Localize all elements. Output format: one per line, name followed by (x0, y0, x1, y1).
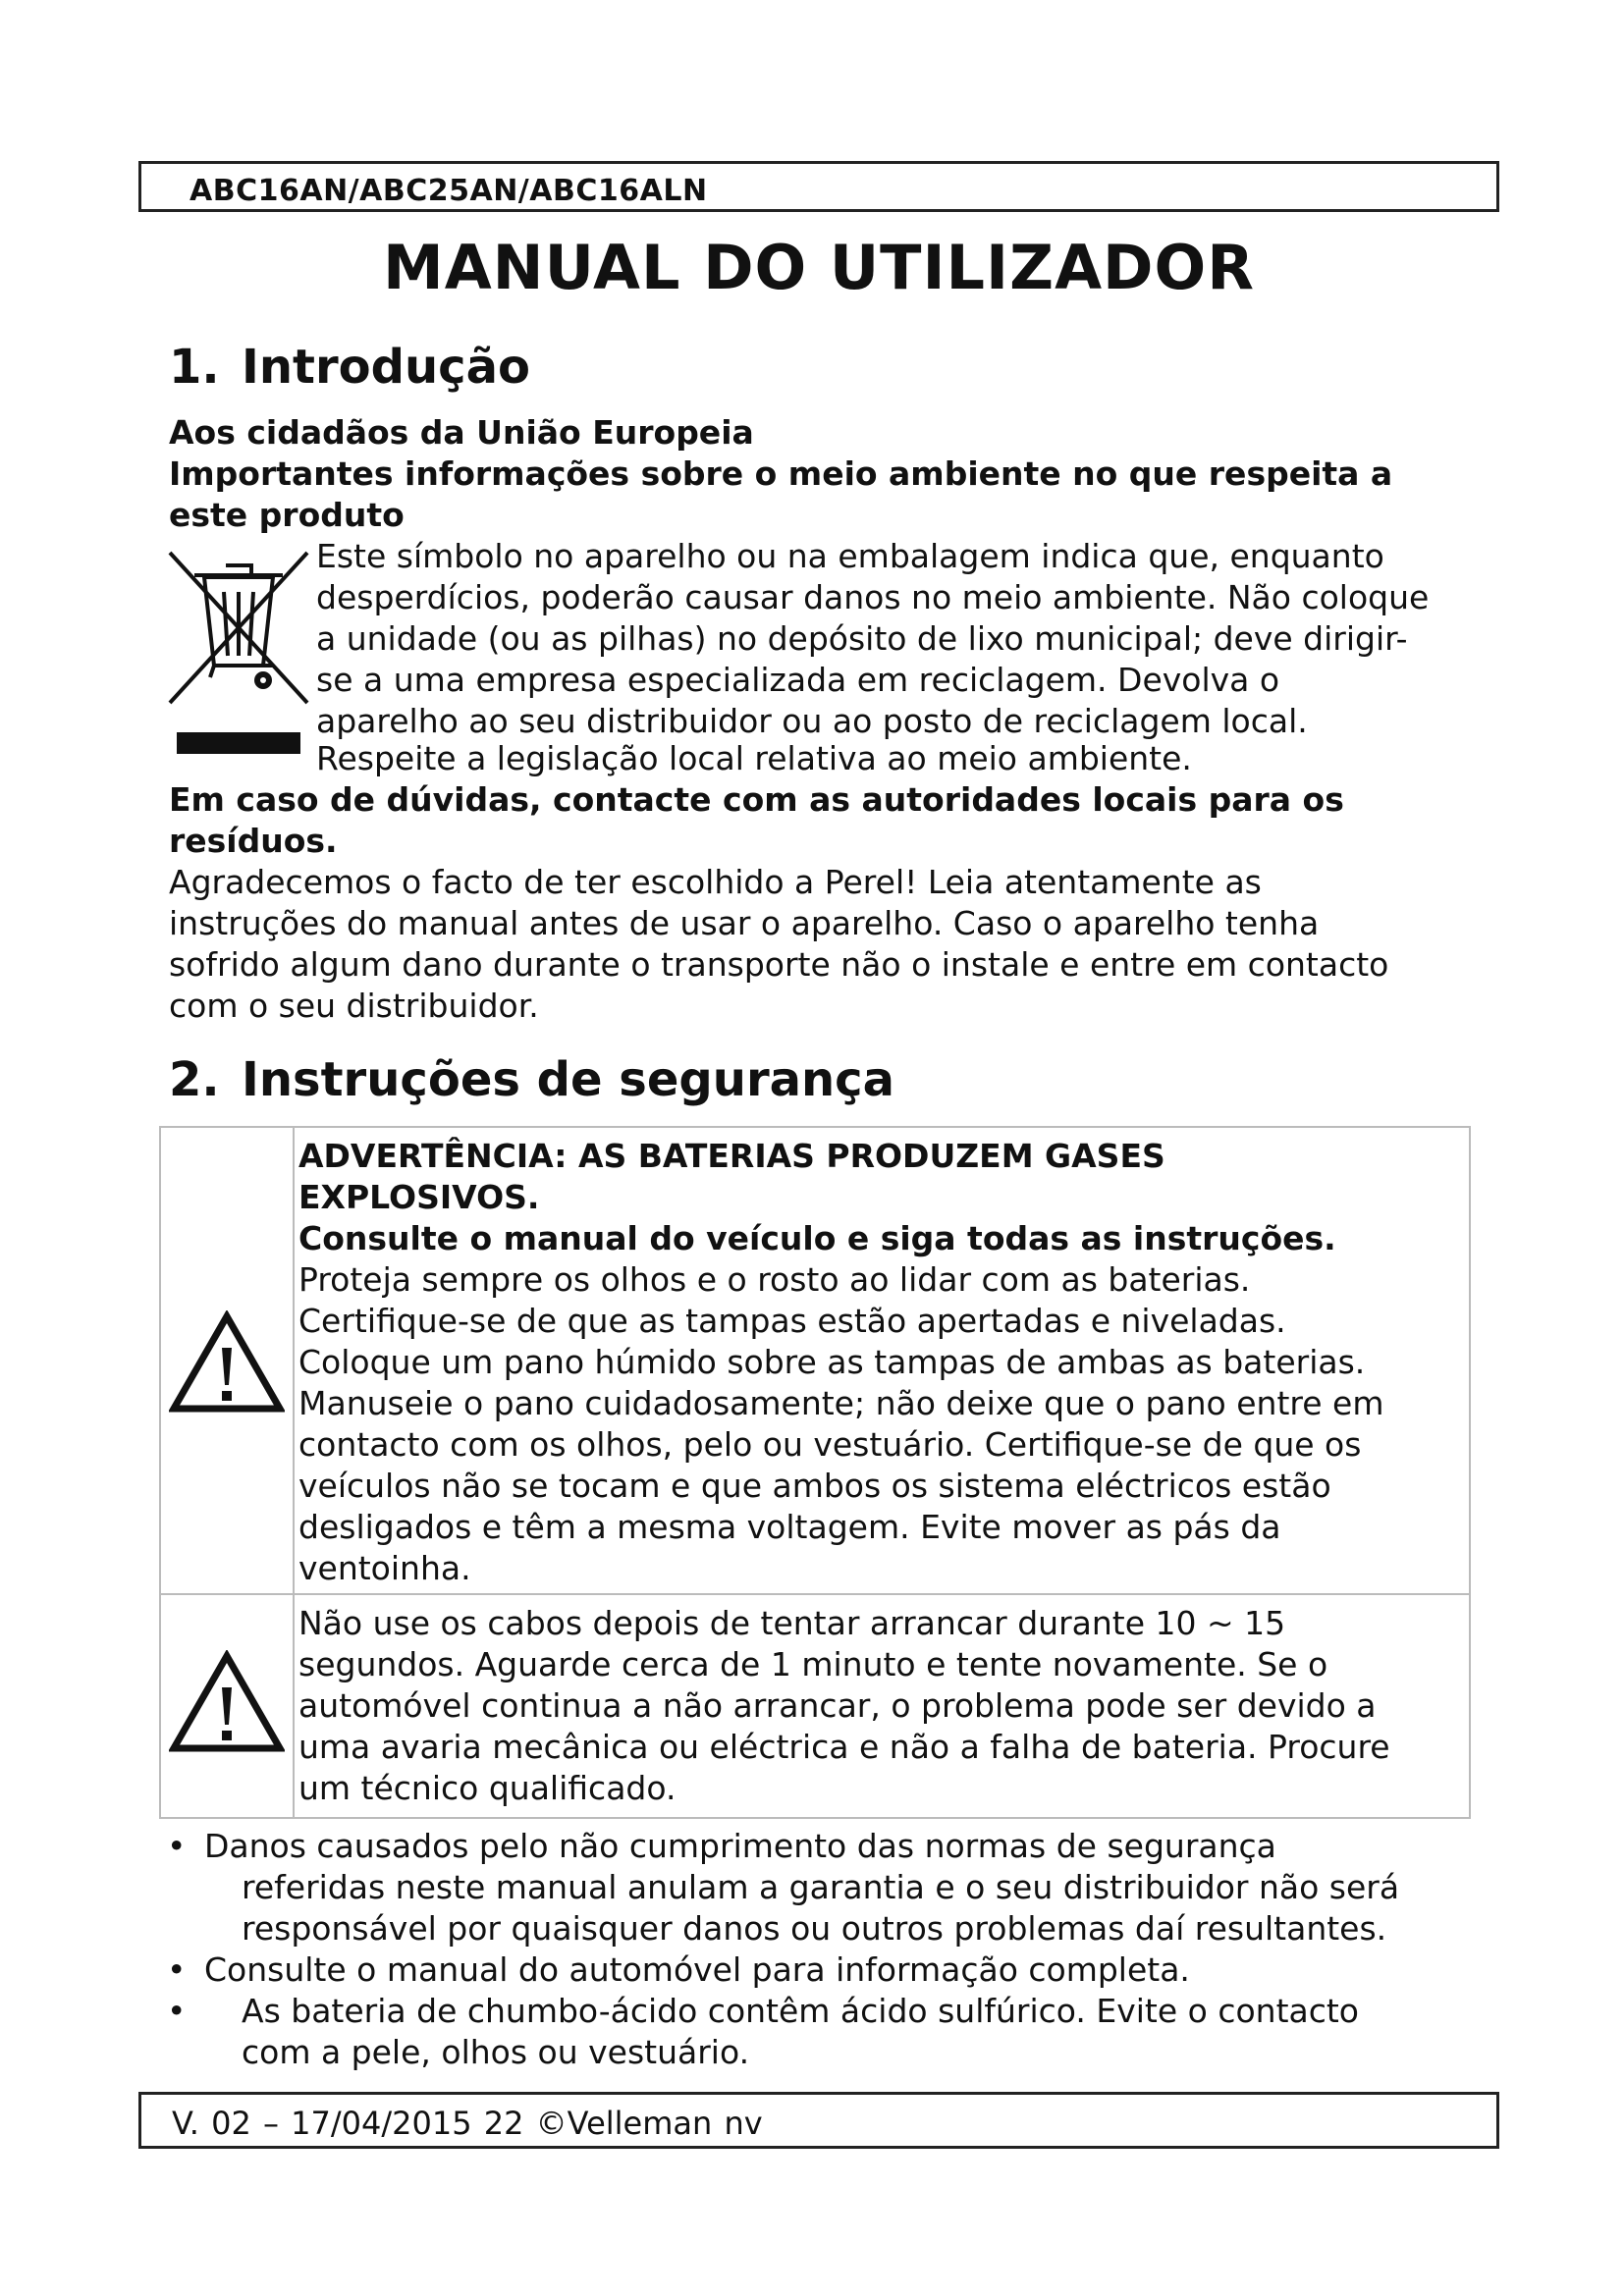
eu-citizens-heading: Aos cidadãos da União Europeia (169, 413, 754, 452)
page-header (138, 161, 1499, 212)
bullet-marker: • (167, 1950, 187, 1989)
list-item (163, 1826, 1479, 1949)
crossed-out-wheeled-bin-icon (165, 548, 312, 764)
warning-triangle-icon (169, 1650, 285, 1754)
warning-text (298, 1603, 1457, 1809)
doubts-line-2: resíduos. (169, 822, 338, 860)
environment-heading-line-1: Importantes informações sobre o meio ambiente no que respeita a (169, 454, 1393, 493)
bullet-line: As bateria de chumbo-ácido contêm ácido sulfúrico. Evite o contacto (242, 1992, 1360, 2030)
list-item (163, 1949, 1479, 1991)
warning-line: contacto com os olhos, pelo ou vestuário. Certifique-se de que os (298, 1425, 1362, 1464)
bullet-marker: • (167, 1992, 187, 2030)
warning-row (161, 1595, 1469, 1819)
section-2-heading (169, 1052, 894, 1107)
section-number: 2. (169, 1052, 220, 1107)
weee-line: a unidade (ou as pilhas) no depósito de lixo municipal; deve dirigir- (316, 619, 1408, 658)
page-footer (138, 2092, 1499, 2149)
warning-line: ventoinha. (298, 1549, 471, 1587)
warning-heading: Consulte o manual do veículo e siga todas as instruções. (298, 1219, 1336, 1257)
warning-line: Certifique-se de que as tampas estão apertadas e niveladas. (298, 1302, 1286, 1340)
warning-row (161, 1128, 1469, 1595)
thanks-line: com o seu distribuidor. (169, 987, 539, 1025)
bullet-line: referidas neste manual anulam a garantia e o seu distribuidor não será (242, 1868, 1400, 1906)
thanks-line: Agradecemos o facto de ter escolhido a Perel! Leia atentamente as (169, 863, 1262, 901)
warning-line: desligados e têm a mesma voltagem. Evite mover as pás da (298, 1508, 1281, 1546)
warning-icon-cell (161, 1128, 295, 1593)
thanks-line: sofrido algum dano durante o transporte não o instale e entre em contacto (169, 945, 1389, 984)
doubts-line-1: Em caso de dúvidas, contacte com as autoridades locais para os (169, 780, 1344, 819)
thanks-line: instruções do manual antes de usar o aparelho. Caso o aparelho tenha (169, 904, 1320, 942)
warning-heading: ADVERTÊNCIA: AS BATERIAS PRODUZEM GASES (298, 1137, 1165, 1175)
warning-text (298, 1136, 1457, 1589)
section-number: 1. (169, 340, 220, 395)
warning-line: Proteja sempre os olhos e o rosto ao lidar com as baterias. (298, 1260, 1251, 1299)
weee-line: se a uma empresa especializada em reciclagem. Devolva o (316, 661, 1280, 699)
weee-line: desperdícios, poderão causar danos no meio ambiente. Não coloque (316, 578, 1430, 616)
warning-line: Coloque um pano húmido sobre as tampas de ambas as baterias. (298, 1343, 1366, 1381)
bullet-line: com a pele, olhos ou vestuário. (242, 2033, 750, 2071)
warning-line: automóvel continua a não arrancar, o problema pode ser devido a (298, 1686, 1377, 1725)
warning-line: veículos não se tocam e que ambos os sistema eléctricos estão (298, 1467, 1331, 1505)
bullet-line: Consulte o manual do automóvel para informação completa. (204, 1950, 1190, 1989)
page-title: MANUAL DO UTILIZADOR (383, 232, 1255, 303)
section-1-heading (169, 340, 530, 395)
environment-heading-line-2: este produto (169, 496, 405, 534)
weee-line: aparelho ao seu distribuidor ou ao posto de reciclagem local. (316, 702, 1308, 740)
warning-triangle-icon (169, 1310, 285, 1415)
warning-line: segundos. Aguarde cerca de 1 minuto e tente novamente. Se o (298, 1645, 1328, 1683)
bullet-marker: • (167, 1827, 187, 1865)
safety-bullet-list (163, 1826, 1479, 2073)
footer-version-text: V. 02 – 17/04/2015 22 ©Velleman nv (172, 2105, 763, 2142)
warning-line: Não use os cabos depois de tentar arrancar durante 10 ~ 15 (298, 1604, 1286, 1642)
bullet-line: responsável por quaisquer danos ou outros problemas daí resultantes. (242, 1909, 1387, 1948)
section-title: Introdução (242, 340, 530, 395)
warning-line: Manuseie o pano cuidadosamente; não deixe que o pano entre em (298, 1384, 1384, 1422)
weee-line: Respeite a legislação local relativa ao meio ambiente. (316, 739, 1192, 777)
warning-icon-cell (161, 1595, 295, 1819)
weee-line: Este símbolo no aparelho ou na embalagem indica que, enquanto (316, 537, 1384, 575)
bullet-line: Danos causados pelo não cumprimento das normas de segurança (204, 1827, 1276, 1865)
section-title: Instruções de segurança (242, 1052, 895, 1107)
warning-line: uma avaria mecânica ou eléctrica e não a falha de bateria. Procure (298, 1728, 1390, 1766)
warning-line: um técnico qualificado. (298, 1769, 677, 1807)
warning-heading: EXPLOSIVOS. (298, 1178, 540, 1216)
model-numbers: ABC16AN/ABC25AN/ABC16ALN (189, 174, 708, 208)
list-item (163, 1991, 1479, 2073)
safety-warnings-table (159, 1126, 1471, 1819)
